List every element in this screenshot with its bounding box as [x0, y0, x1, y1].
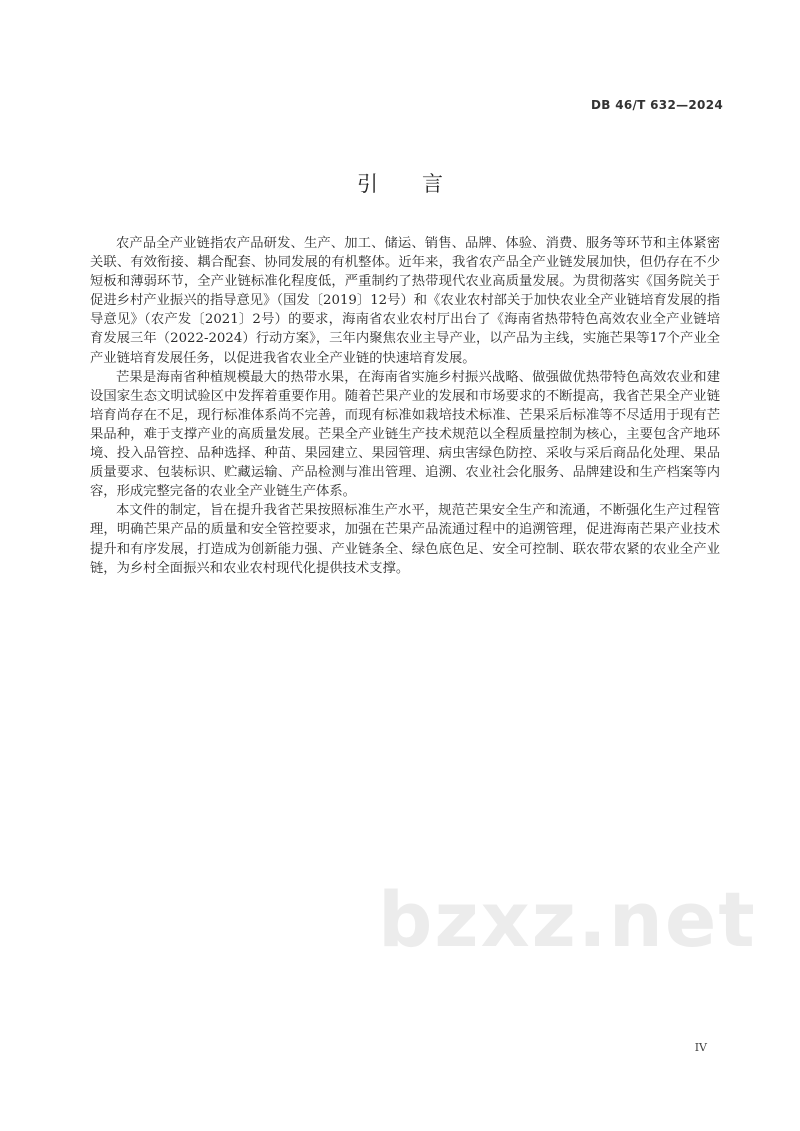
paragraph-mango-industry: 芒果是海南省种植规模最大的热带水果，在海南省实施乡村振兴战略、做强做优热带特色高效农业和建设国家生态文明试验区中发挥着重要作用。随着芒果产业的发展和市场要求的不断提高，我省芒果全产业链培育尚存在不足，现行标准体系尚不完善，而现有标准如栽培技术标准、芒果采后标准等不尽适用于现有芒果品种，难于支撑产业的高质量发展。芒果全产业链生产技术规范以全程质量控制为核心，主要包含产地环境、投入品管控、品种选择、种苗、果园建立、果园管理、病虫害绿色防控、采收与采后商品化处理、果品质量要求、包装标识、贮藏运输、产品检测与准出管理、追溯、农业社会化服务、品牌建设和生产档案等内容，形成完整完备的农业全产业链生产体系。	[90, 369, 720, 500]
paragraph-purpose: 本文件的制定，旨在提升我省芒果按照标准生产水平，规范芒果安全生产和流通，不断强化生产过程管理，明确芒果产品的质量和安全管控要求，加强在芒果产品流通过程中的追溯管理，促进海南芒果产业技术提升和有序发展，打造成为创新能力强、产业链条全、绿色底色足、安全可控制、联农带农紧的农业全产业链，为乡村全面振兴和农业农村现代化提供技术支撑。	[90, 503, 720, 576]
page-number: IV	[694, 1041, 707, 1054]
watermark: bzxz.net	[378, 875, 757, 964]
introduction-body	[90, 234, 720, 578]
document-code: DB 46/T 632—2024	[591, 98, 723, 112]
page-title: 引言	[357, 172, 487, 196]
paragraph-industry-chain: 农产品全产业链指农产品研发、生产、加工、储运、销售、品牌、体验、消费、服务等环节和主体紧密关联、有效衔接、耦合配套、协同发展的有机整体。近年来，我省农产品全产业链发展加快，但仍存在不少短板和薄弱环节，全产业链标准化程度低，严重制约了热带现代农业高质量发展。为贯彻落实《国务院关于促进乡村产业振兴的指导意见》（国发〔2019〕12号）和《农业农村部关于加快农业全产业链培育发展的指导意见》（农产发〔2021〕2号）的要求，海南省农业农村厅出台了《海南省热带特色高效农业全产业链培育发展三年（2022-2024）行动方案》，三年内聚焦农业主导产业，以产品为主线，实施芒果等17个产业全产业链培育发展任务，以促进我省农业全产业链的快速培育发展。	[90, 236, 720, 366]
